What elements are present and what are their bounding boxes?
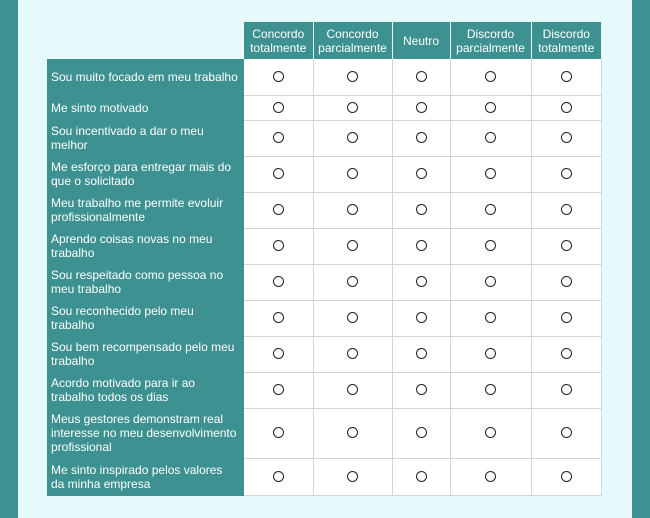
radio-button[interactable] [416, 71, 427, 82]
radio-button[interactable] [347, 240, 358, 251]
radio-button[interactable] [347, 168, 358, 179]
question-row [47, 95, 601, 120]
radio-button[interactable] [273, 348, 284, 359]
column-header-concordo-parcialmente: Concordo parcialmente [313, 22, 392, 59]
option-cell-concordo-parcialmente[interactable] [313, 156, 392, 192]
question-row [47, 408, 601, 458]
radio-button[interactable] [416, 132, 427, 143]
question-label: Me esforço para entregar mais do que o solicitado [47, 156, 244, 192]
radio-button[interactable] [347, 71, 358, 82]
option-cell-neutro[interactable] [392, 408, 450, 458]
option-cell-discordo-totalmente[interactable] [531, 408, 601, 458]
option-cell-concordo-parcialmente[interactable] [313, 59, 392, 95]
question-label: Sou bem recompensado pelo meu trabalho [47, 336, 244, 372]
radio-button[interactable] [273, 168, 284, 179]
column-header-concordo-totalmente: Concordo totalmente [244, 22, 313, 59]
option-cell-concordo-totalmente[interactable] [244, 300, 313, 336]
header-row [47, 22, 601, 59]
option-cell-discordo-totalmente[interactable] [531, 300, 601, 336]
radio-button[interactable] [347, 276, 358, 287]
option-cell-discordo-totalmente[interactable] [531, 156, 601, 192]
option-cell-neutro[interactable] [392, 120, 450, 156]
question-row [47, 120, 601, 156]
radio-button[interactable] [273, 384, 284, 395]
radio-button[interactable] [347, 427, 358, 438]
option-cell-concordo-totalmente[interactable] [244, 336, 313, 372]
radio-button[interactable] [561, 427, 572, 438]
radio-button[interactable] [485, 276, 496, 287]
option-cell-concordo-totalmente[interactable] [244, 458, 313, 495]
option-cell-concordo-parcialmente[interactable] [313, 228, 392, 264]
radio-button[interactable] [485, 427, 496, 438]
option-cell-concordo-parcialmente[interactable] [313, 264, 392, 300]
radio-button[interactable] [416, 348, 427, 359]
radio-button[interactable] [485, 132, 496, 143]
column-header-discordo-totalmente: Discordo totalmente [531, 22, 601, 59]
option-cell-neutro[interactable] [392, 372, 450, 408]
option-cell-discordo-parcialmente[interactable] [450, 372, 531, 408]
radio-button[interactable] [485, 312, 496, 323]
option-cell-discordo-parcialmente[interactable] [450, 336, 531, 372]
survey-panel [18, 0, 632, 518]
option-cell-discordo-parcialmente[interactable] [450, 192, 531, 228]
matrix-body [47, 59, 601, 495]
radio-button[interactable] [561, 102, 572, 113]
option-cell-concordo-totalmente[interactable] [244, 372, 313, 408]
option-cell-discordo-totalmente[interactable] [531, 59, 601, 95]
option-cell-neutro[interactable] [392, 156, 450, 192]
option-cell-neutro[interactable] [392, 300, 450, 336]
radio-button[interactable] [273, 102, 284, 113]
radio-button[interactable] [485, 240, 496, 251]
option-cell-concordo-totalmente[interactable] [244, 156, 313, 192]
question-row [47, 59, 601, 95]
option-cell-concordo-parcialmente[interactable] [313, 95, 392, 120]
question-row [47, 228, 601, 264]
radio-button[interactable] [416, 312, 427, 323]
radio-button[interactable] [347, 132, 358, 143]
option-cell-neutro[interactable] [392, 192, 450, 228]
option-cell-discordo-parcialmente[interactable] [450, 95, 531, 120]
question-label: Aprendo coisas novas no meu trabalho [47, 228, 244, 264]
option-cell-discordo-parcialmente[interactable] [450, 264, 531, 300]
radio-button[interactable] [273, 312, 284, 323]
radio-button[interactable] [485, 384, 496, 395]
option-cell-discordo-totalmente[interactable] [531, 120, 601, 156]
option-cell-discordo-totalmente[interactable] [531, 192, 601, 228]
option-cell-discordo-parcialmente[interactable] [450, 120, 531, 156]
radio-button[interactable] [561, 168, 572, 179]
question-label: Meu trabalho me permite evoluir profissionalmente [47, 192, 244, 228]
option-cell-concordo-totalmente[interactable] [244, 264, 313, 300]
radio-button[interactable] [485, 71, 496, 82]
radio-button[interactable] [273, 240, 284, 251]
radio-button[interactable] [561, 348, 572, 359]
option-cell-discordo-parcialmente[interactable] [450, 458, 531, 495]
radio-button[interactable] [273, 276, 284, 287]
option-cell-discordo-totalmente[interactable] [531, 264, 601, 300]
question-label: Meus gestores demonstram real interesse no meu desenvolvimento profissional [47, 408, 244, 458]
option-cell-concordo-parcialmente[interactable] [313, 300, 392, 336]
radio-button[interactable] [561, 204, 572, 215]
option-cell-neutro[interactable] [392, 59, 450, 95]
option-cell-discordo-parcialmente[interactable] [450, 59, 531, 95]
option-cell-concordo-parcialmente[interactable] [313, 192, 392, 228]
radio-button[interactable] [561, 384, 572, 395]
radio-button[interactable] [416, 102, 427, 113]
radio-button[interactable] [347, 204, 358, 215]
question-row [47, 264, 601, 300]
option-cell-neutro[interactable] [392, 264, 450, 300]
question-label: Sou incentivado a dar o meu melhor [47, 120, 244, 156]
option-cell-neutro[interactable] [392, 458, 450, 495]
option-cell-neutro[interactable] [392, 228, 450, 264]
radio-button[interactable] [347, 102, 358, 113]
radio-button[interactable] [561, 471, 572, 482]
radio-button[interactable] [485, 168, 496, 179]
question-label: Sou muito focado em meu trabalho [47, 59, 244, 95]
radio-button[interactable] [273, 71, 284, 82]
column-header-neutro: Neutro [392, 22, 450, 59]
radio-button[interactable] [273, 471, 284, 482]
option-cell-discordo-totalmente[interactable] [531, 336, 601, 372]
option-cell-discordo-parcialmente[interactable] [450, 228, 531, 264]
radio-button[interactable] [273, 427, 284, 438]
question-row [47, 372, 601, 408]
radio-button[interactable] [416, 471, 427, 482]
option-cell-neutro[interactable] [392, 95, 450, 120]
option-cell-concordo-totalmente[interactable] [244, 192, 313, 228]
question-label: Acordo motivado para ir ao trabalho todos os dias [47, 372, 244, 408]
question-label: Me sinto motivado [47, 95, 244, 120]
question-row [47, 336, 601, 372]
question-row [47, 156, 601, 192]
option-cell-concordo-parcialmente[interactable] [313, 336, 392, 372]
radio-button[interactable] [416, 240, 427, 251]
question-label: Sou reconhecido pelo meu trabalho [47, 300, 244, 336]
question-label: Sou respeitado como pessoa no meu trabalho [47, 264, 244, 300]
radio-button[interactable] [561, 312, 572, 323]
option-cell-discordo-totalmente[interactable] [531, 458, 601, 495]
option-cell-discordo-totalmente[interactable] [531, 95, 601, 120]
option-cell-neutro[interactable] [392, 336, 450, 372]
option-cell-concordo-totalmente[interactable] [244, 59, 313, 95]
corner-cell [47, 22, 244, 59]
radio-button[interactable] [561, 71, 572, 82]
radio-button[interactable] [273, 132, 284, 143]
radio-button[interactable] [347, 384, 358, 395]
question-row [47, 300, 601, 336]
question-row [47, 458, 601, 495]
radio-button[interactable] [347, 312, 358, 323]
radio-button[interactable] [485, 471, 496, 482]
option-cell-discordo-parcialmente[interactable] [450, 156, 531, 192]
option-cell-discordo-totalmente[interactable] [531, 372, 601, 408]
option-cell-discordo-parcialmente[interactable] [450, 408, 531, 458]
option-cell-concordo-totalmente[interactable] [244, 228, 313, 264]
radio-button[interactable] [347, 471, 358, 482]
radio-button[interactable] [416, 427, 427, 438]
radio-button[interactable] [561, 240, 572, 251]
option-cell-discordo-totalmente[interactable] [531, 228, 601, 264]
option-cell-concordo-parcialmente[interactable] [313, 408, 392, 458]
radio-button[interactable] [416, 168, 427, 179]
likert-matrix [47, 22, 602, 496]
option-cell-concordo-totalmente[interactable] [244, 408, 313, 458]
radio-button[interactable] [485, 204, 496, 215]
radio-button[interactable] [561, 276, 572, 287]
column-header-discordo-parcialmente: Discordo parcialmente [450, 22, 531, 59]
radio-button[interactable] [485, 348, 496, 359]
radio-button[interactable] [561, 132, 572, 143]
option-cell-concordo-parcialmente[interactable] [313, 120, 392, 156]
option-cell-concordo-parcialmente[interactable] [313, 458, 392, 495]
radio-button[interactable] [416, 384, 427, 395]
radio-button[interactable] [347, 348, 358, 359]
radio-button[interactable] [485, 102, 496, 113]
option-cell-discordo-parcialmente[interactable] [450, 300, 531, 336]
radio-button[interactable] [273, 204, 284, 215]
option-cell-concordo-totalmente[interactable] [244, 95, 313, 120]
question-row [47, 192, 601, 228]
radio-button[interactable] [416, 204, 427, 215]
question-label: Me sinto inspirado pelos valores da minha empresa [47, 458, 244, 495]
radio-button[interactable] [416, 276, 427, 287]
option-cell-concordo-totalmente[interactable] [244, 120, 313, 156]
option-cell-concordo-parcialmente[interactable] [313, 372, 392, 408]
